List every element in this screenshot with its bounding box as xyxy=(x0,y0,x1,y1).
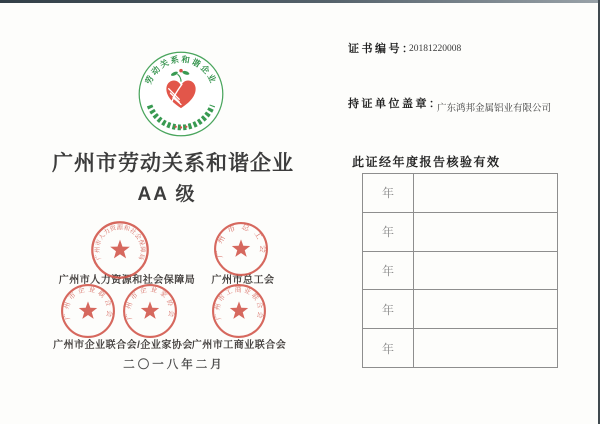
issuer-label-enterprise-fed: 广州市企业联合会/企业家协会 xyxy=(53,340,193,351)
year-cell: 年 xyxy=(363,213,414,251)
certificate-grade: AA 级 xyxy=(137,184,197,205)
certificate-number-label: 证书编号： xyxy=(348,43,416,55)
table-row xyxy=(363,252,557,291)
blank-cell xyxy=(414,329,557,367)
emblem-bud xyxy=(179,69,183,73)
issuer-label-trade-union: 广州市总工会 xyxy=(211,275,275,286)
year-cell: 年 xyxy=(363,252,414,290)
svg-text:广州市人力资源和社会保障局: 广州市人力资源和社会保障局 xyxy=(94,224,146,261)
table-row xyxy=(363,174,557,213)
emblem-ring-text: 劳动关系和谐企业 xyxy=(143,53,219,86)
year-cell: 年 xyxy=(363,329,414,367)
svg-text:广州市工商业联合会: 广州市工商业联合会 xyxy=(214,286,264,321)
holder-seal-label: 持证单位盖章： xyxy=(348,98,443,110)
holder-company-name: 广东鸿邦金属铝业有限公司 xyxy=(437,104,552,114)
certificate-number-value: 20181220008 xyxy=(409,44,462,54)
blank-cell xyxy=(414,252,557,290)
annual-verification-note: 此证经年度报告核验有效 xyxy=(352,155,501,169)
red-seal-enterprise-federation xyxy=(59,282,117,340)
harmony-emblem-logo xyxy=(137,50,225,138)
red-seal-industry-commerce xyxy=(210,282,268,340)
red-seal-trade-union xyxy=(212,220,270,278)
svg-text:广州市企业家协会: 广州市企业家协会 xyxy=(125,286,175,321)
blank-cell xyxy=(414,174,557,212)
table-row xyxy=(363,290,557,329)
blank-cell xyxy=(414,213,557,251)
seal-star xyxy=(110,240,130,259)
svg-text:广州市总工会: 广州市总工会 xyxy=(214,221,268,259)
scan-edge-top xyxy=(0,0,600,3)
seal-star xyxy=(230,301,248,318)
red-seal-entrepreneurs-association xyxy=(121,282,179,340)
svg-text:广州市企业联合会: 广州市企业联合会 xyxy=(63,286,113,321)
certificate-title: 广州市劳动关系和谐企业 xyxy=(52,152,294,175)
issue-date: 二〇一八年二月 xyxy=(123,359,225,371)
seal-star xyxy=(141,301,159,318)
blank-cell xyxy=(414,290,557,328)
table-row xyxy=(363,329,557,367)
seal-star xyxy=(232,239,250,256)
red-seal-hr-bureau xyxy=(89,219,151,281)
table-row xyxy=(363,213,557,252)
annual-verification-table xyxy=(362,173,558,368)
wreath-dot xyxy=(180,126,182,128)
year-cell: 年 xyxy=(363,174,414,212)
year-cell: 年 xyxy=(363,290,414,328)
issuer-label-industry-commerce-fed: 广州市工商业联合会 xyxy=(191,340,287,351)
wreath-dot xyxy=(185,126,187,128)
wreath-dot xyxy=(175,126,177,128)
seal-star xyxy=(79,301,97,318)
issuer-label-hr-bureau: 广州市人力资源和社会保障局 xyxy=(58,275,196,286)
